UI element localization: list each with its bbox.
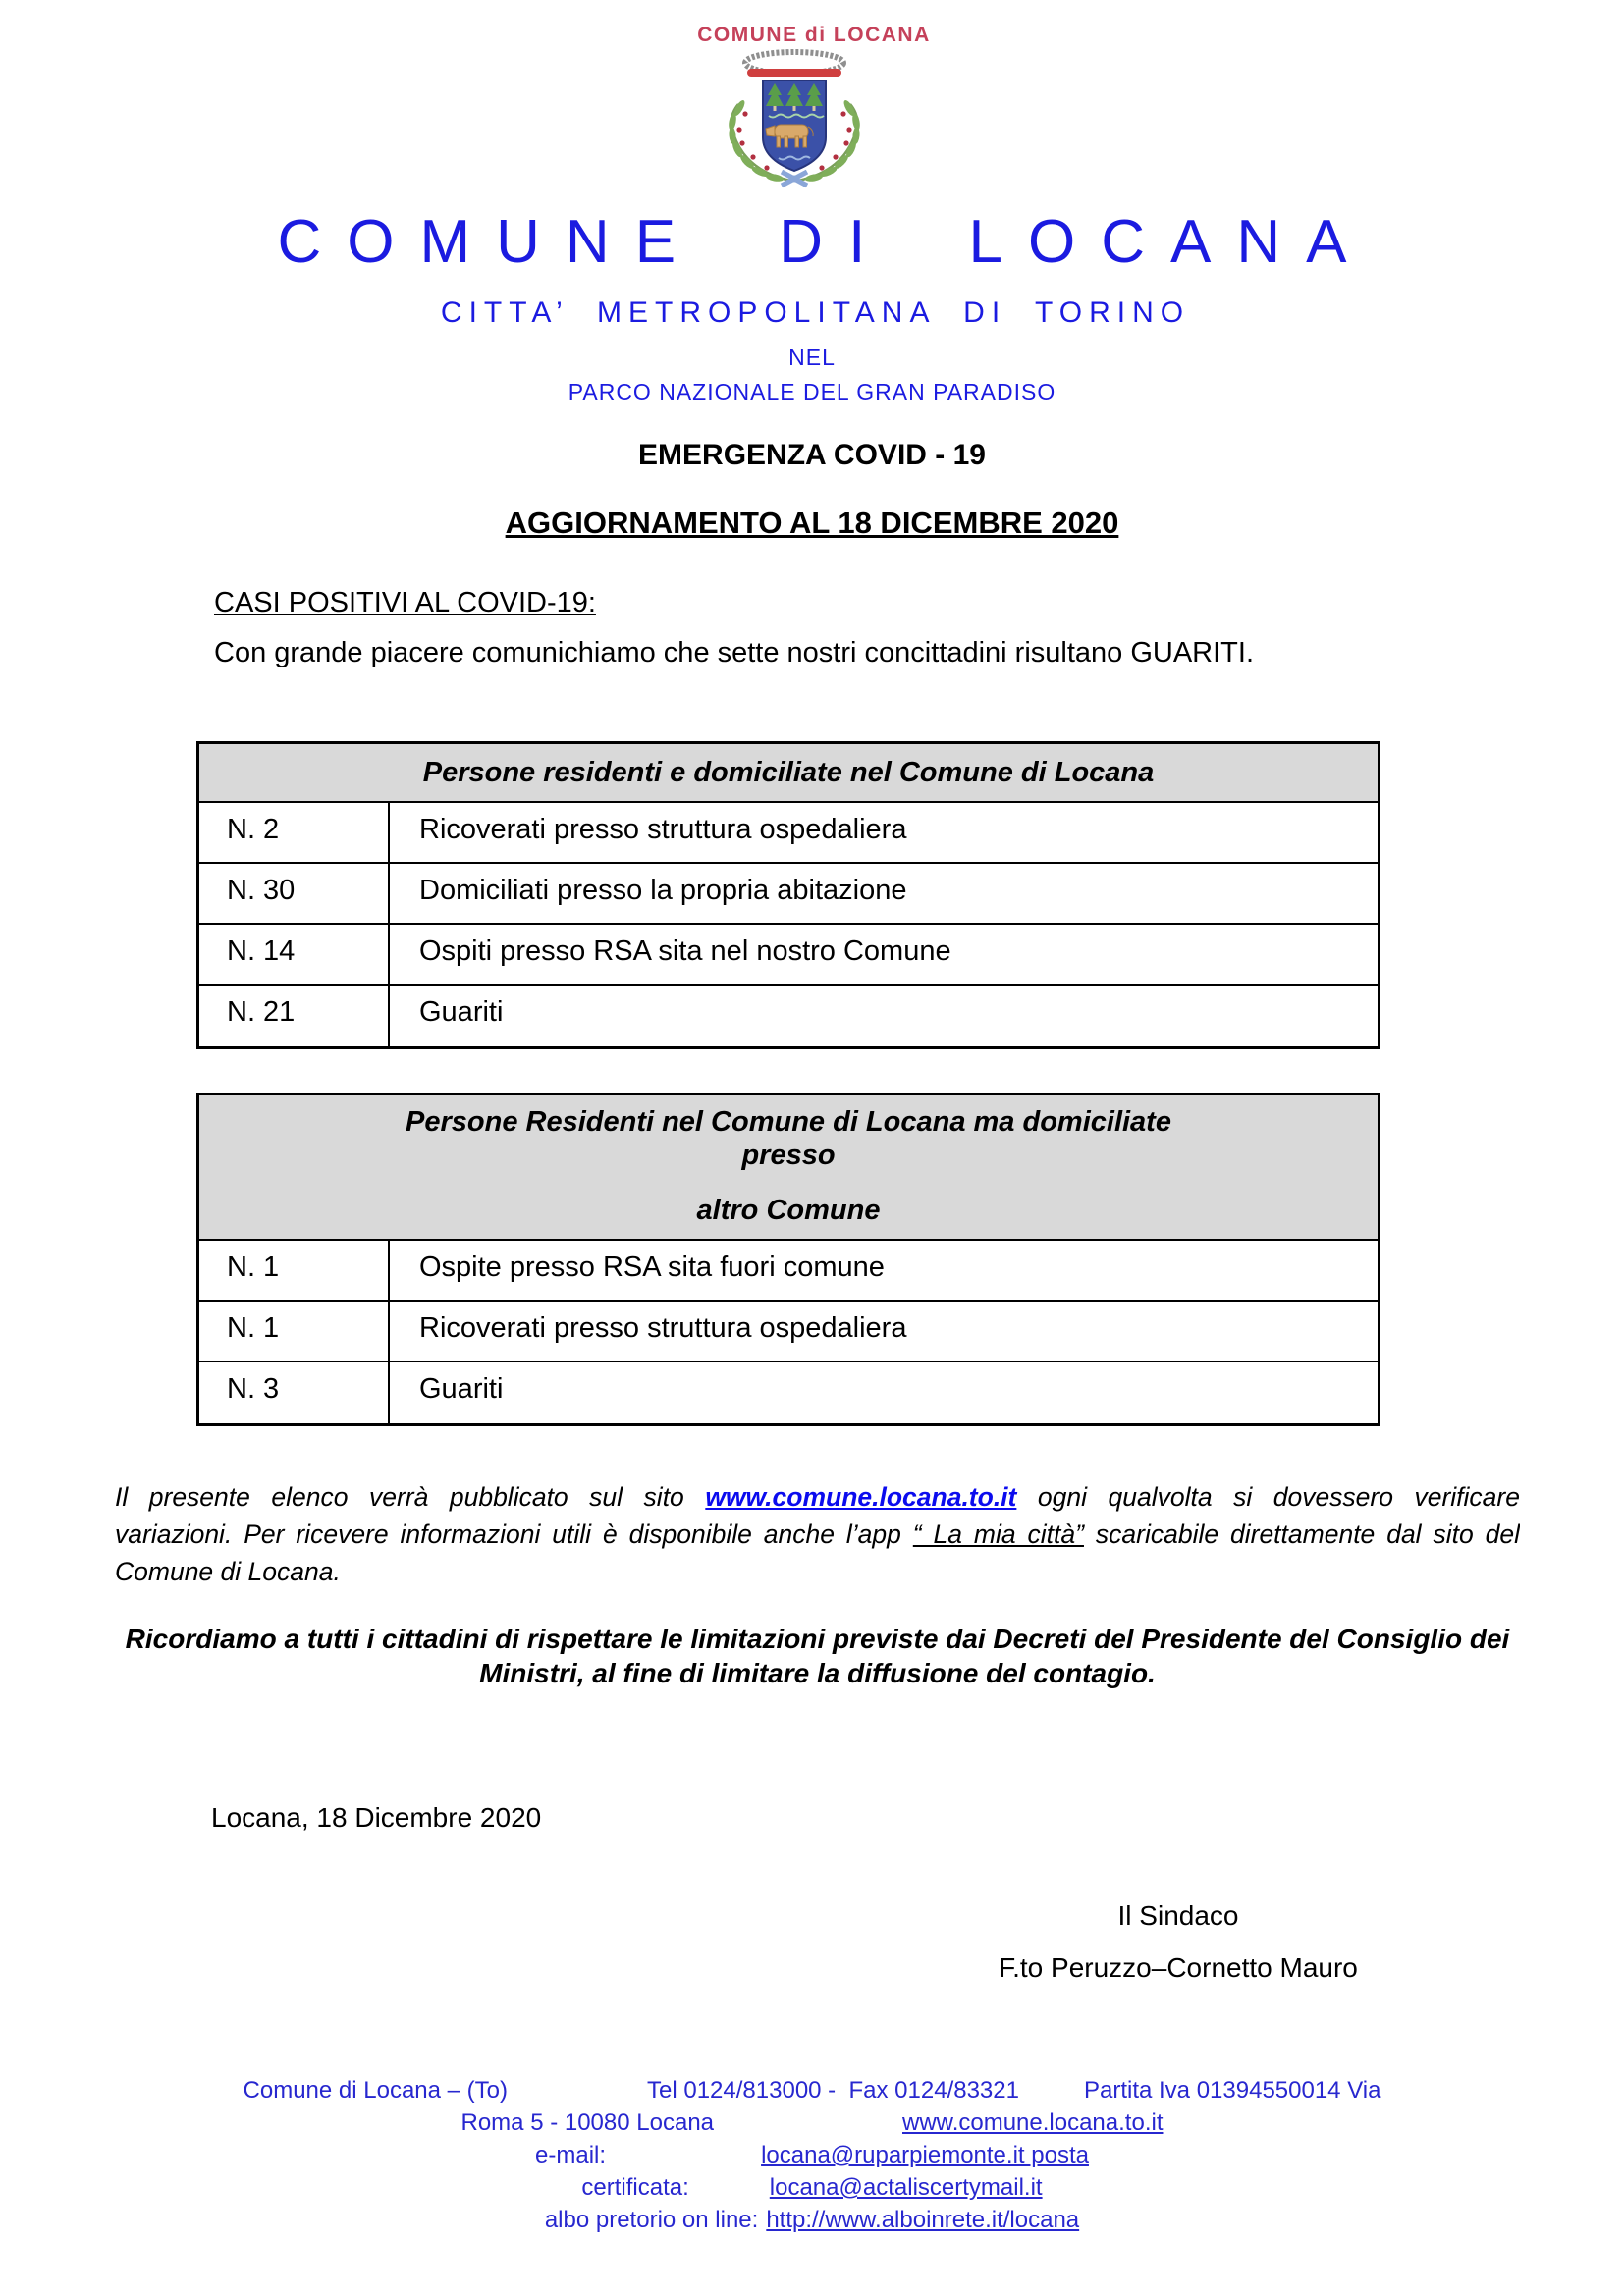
count-cell: N. 1 [199,1302,390,1361]
masthead [0,208,1624,405]
table-row [199,1302,1378,1362]
footer-address: Roma 5 - 10080 Locana [460,2109,715,2136]
residents-table [196,741,1380,1049]
table-row [199,925,1378,986]
header-line: presso [741,1140,836,1171]
description-cell: Ospiti presso RSA sita nel nostro Comune [419,935,951,967]
table-row [199,986,1378,1046]
dpcm-reminder-paragraph [115,1622,1520,1690]
footer-email-link[interactable]: locana@ruparpiemonte.it posta [761,2142,1089,2168]
reminder-line: Ministri, al fine di limitare la diffusione del contagio. [479,1658,1156,1688]
app-name-text: “ La mia città” [912,1520,1084,1549]
nonresidents-table-header [199,1095,1378,1241]
paragraph-line [115,1516,1520,1553]
cases-section-label: CASI POSITIVI AL COVID-19: [214,587,596,618]
footer-line [0,2109,1624,2142]
text-segment: ogni qualvolta si dovessero verificare [1037,1482,1520,1512]
signature-role: Il Sindaco [1117,1900,1239,1931]
crest-shield-icon [763,80,826,171]
signature-block [972,1900,1384,1984]
table-row [199,803,1378,864]
count-cell: N. 21 [199,986,390,1046]
crest-trees-icon [766,83,823,106]
page-title: COMUNE DI LOCANA [277,208,1373,276]
footer-albo-link[interactable]: http://www.alboinrete.it/locana [766,2207,1080,2233]
count-cell: N. 30 [199,864,390,923]
footer-line [0,2077,1624,2109]
place-date: Locana, 18 Dicembre 2020 [211,1802,542,1833]
table-row [199,1241,1378,1302]
crest-caption: COMUNE di LOCANA [697,24,931,46]
count-cell: N. 2 [199,803,390,862]
footer-pec-label: certificata: [581,2174,689,2201]
footer-org: Comune di Locana – (To) [243,2077,509,2104]
description-cell: Ricoverati presso struttura ospedaliera [419,1312,907,1344]
footer-line [0,2174,1624,2207]
publication-info-paragraph [115,1478,1520,1590]
footer-line [0,2142,1624,2174]
description-cell: Domiciliati presso la propria abitazione [419,875,907,906]
masthead-nel: NEL [788,345,836,370]
paragraph-line: Comune di Locana. [115,1557,341,1586]
reminder-line: Ricordiamo a tutti i cittadini di rispettare le limitazioni previste dai Decreti del Presidente del Consiglio dei [125,1624,1510,1654]
masthead-park: PARCO NAZIONALE DEL GRAN PARADISO [568,379,1056,404]
header-line: Persone Residenti nel Comune di Locana ma domiciliate [406,1106,1171,1138]
footer-partita-iva: Partita Iva 01394550014 Via [1083,2077,1381,2104]
intro-text: Con grande piacere comunichiamo che sette nostri concittadini risultano GUARITI. [214,637,1255,668]
nonresidents-table [196,1093,1380,1426]
crest-icon [677,24,947,192]
footer [0,2077,1624,2239]
municipal-crest-logo [677,24,947,192]
crest-crown-icon [745,52,843,77]
footer-pec-link[interactable]: locana@actaliscertymail.it [769,2174,1043,2201]
masthead-subtitle: CITTA’ METROPOLITANA DI TORINO [440,296,1191,329]
footer-website-link[interactable]: www.comune.locana.to.it [902,2109,1164,2136]
footer-email-label: e-mail: [535,2142,607,2168]
text-segment: scaricabile direttamente dal sito del [1095,1520,1520,1549]
description-cell: Guariti [419,996,504,1028]
description-cell: Guariti [419,1373,504,1405]
update-title: AGGIORNAMENTO AL 18 DICEMBRE 2020 [505,506,1119,540]
footer-line [0,2207,1624,2239]
table-row [199,864,1378,925]
residents-table-header: Persone residenti e domiciliate nel Comune di Locana [199,744,1378,803]
paragraph-line [115,1478,1520,1516]
table-row [199,1362,1378,1423]
comune-website-link[interactable]: www.comune.locana.to.it [705,1482,1017,1512]
count-cell: N. 14 [199,925,390,984]
count-cell: N. 3 [199,1362,390,1423]
emergency-title: EMERGENZA COVID - 19 [638,439,986,471]
description-cell: Ricoverati presso struttura ospedaliera [419,814,907,845]
count-cell: N. 1 [199,1241,390,1300]
footer-albo-label: albo pretorio on line: [544,2207,759,2233]
text-segment: variazioni. Per ricevere informazioni utili è disponibile anche l’app [115,1520,901,1549]
header-line: altro Comune [696,1195,881,1226]
text-segment: Il presente elenco verrà pubblicato sul sito [115,1482,684,1512]
footer-tel-fax: Tel 0124/813000 - Fax 0124/83321 [647,2077,1019,2104]
description-cell: Ospite presso RSA sita fuori comune [419,1252,885,1283]
signature-name: F.to Peruzzo–Cornetto Mauro [999,1952,1358,1983]
